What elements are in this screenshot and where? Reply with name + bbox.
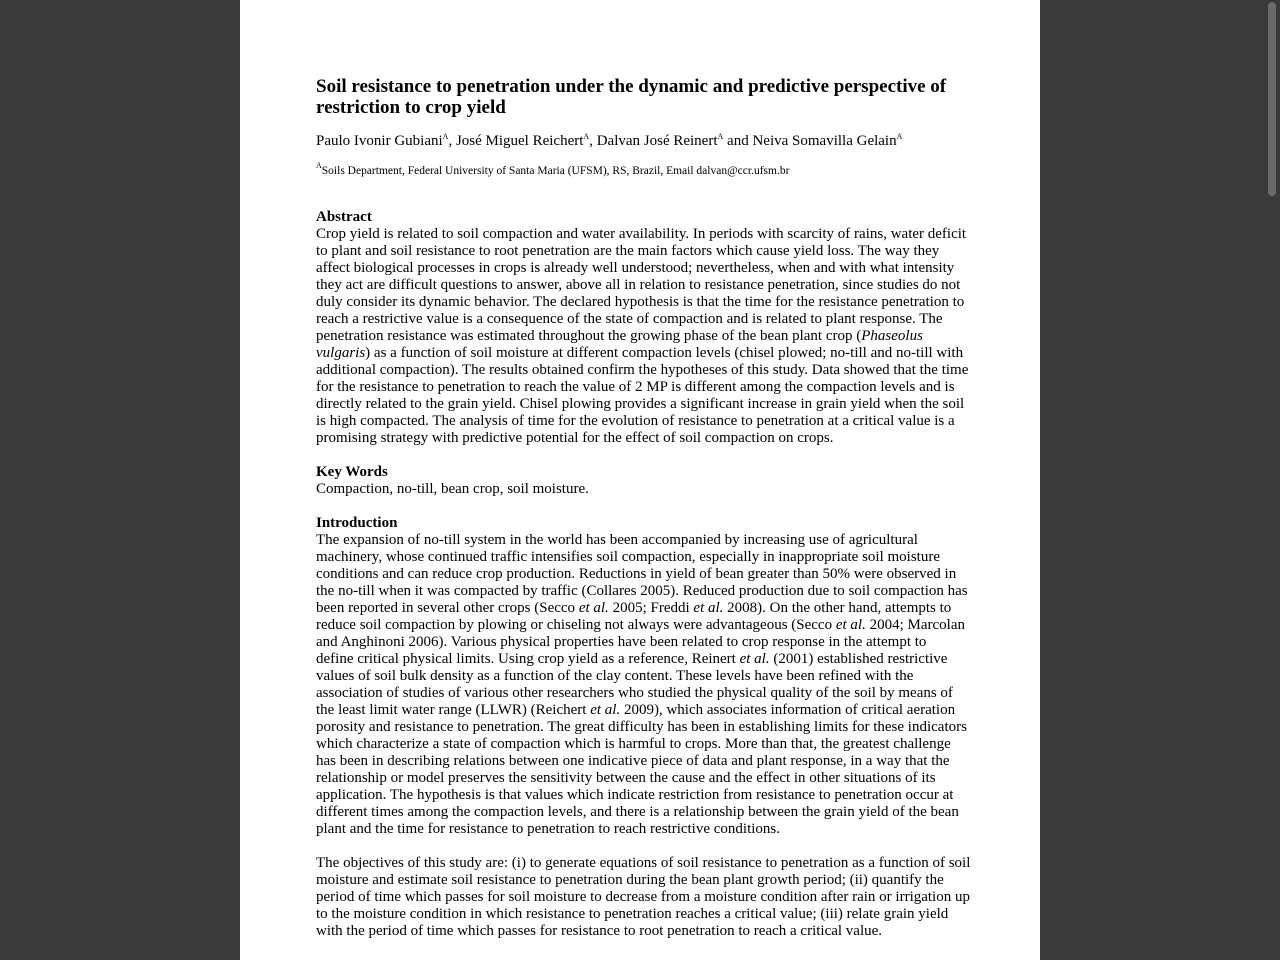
text-line: values of soil bulk density as a function of the clay content. These levels have been refined with the bbox=[316, 668, 914, 684]
text-line: they act are difficult questions to answer, above all in relation to resistance penetration, since studies do not bbox=[316, 277, 961, 293]
introduction-section bbox=[316, 515, 971, 940]
text-line: affect biological processes in crops is already well understood; nevertheless, when and with what intensity bbox=[316, 260, 955, 276]
keywords-text bbox=[316, 481, 962, 498]
text-line: moisture and estimate soil resistance to penetration during the bean plant growth period; (ii) quantify the bbox=[316, 872, 944, 888]
text-line: is high compacted. The analysis of time for the evolution of resistance to penetration at a critical value is a bbox=[316, 413, 955, 429]
text-line: been reported in several other crops (Secco et al. 2005; Freddi et al. 2008). On the other hand, attempts to bbox=[316, 600, 952, 616]
author-affil-mark: A bbox=[896, 132, 903, 141]
text-line: with the period of time which passes for resistance to root penetration to reach a critical value. bbox=[316, 923, 883, 939]
text-line: reduce soil compaction by plowing or chiseling not always were advantageous (Secco et al. 2004; Marcolan bbox=[316, 617, 965, 633]
text-line: different times among the compaction levels, and there is a relationship between the grain yield of the bean bbox=[316, 804, 959, 820]
text-line: vulgaris) as a function of soil moisture at different compaction levels (chisel plowed; no-till and no-till with bbox=[316, 345, 964, 361]
title-line: restriction to crop yield bbox=[316, 97, 506, 118]
title-line: Soil resistance to penetration under the dynamic and predictive perspective of bbox=[316, 76, 947, 97]
text-line: reach a restrictive value is a consequence of the state of compaction and is related to plant response. The bbox=[316, 311, 943, 327]
text-line: the no-till when it was compacted by traffic (Collares 2005). Reduced production due to soil compaction has bbox=[316, 583, 968, 599]
affiliation-text: Soils Department, Federal University of Santa Maria (UFSM), RS, Brazil, Email dalvan@ccr.ufsm.br bbox=[321, 165, 790, 177]
text-line: additional compaction). The results obtained confirm the hypotheses of this study. Data showed that the time bbox=[316, 362, 969, 378]
text-line: The objectives of this study are: (i) to generate equations of soil resistance to penetration as a function of soil bbox=[316, 855, 971, 871]
text-line: conditions and can reduce crop production. Reductions in yield of bean greater than 50% were observed in bbox=[316, 566, 957, 582]
text-line: period of time which passes for soil moisture to decrease from a moisture condition after rain or irrigation up bbox=[316, 889, 970, 905]
objectives-paragraph bbox=[316, 855, 971, 940]
text-line: has been in describing relations between one indicative piece of data and plant response, in a way that the bbox=[316, 753, 950, 769]
text-line: for the resistance to penetration to reach the value of 2 MP is different among the compaction levels and is bbox=[316, 379, 955, 395]
author-separator: and bbox=[723, 133, 753, 149]
author-separator: , bbox=[589, 133, 597, 149]
affiliation-mark: A bbox=[316, 161, 322, 170]
author-name: Dalvan José Reinert bbox=[596, 133, 718, 149]
scrollbar-thumb[interactable] bbox=[1268, 2, 1276, 196]
author-name: Paulo Ivonir Gubiani bbox=[316, 133, 443, 149]
introduction-heading: Introduction bbox=[316, 515, 398, 531]
keywords-heading: Key Words bbox=[316, 464, 388, 480]
text-line: the least limit water range (LLWR) (Reichert et al. 2009), which associates information of critical aeration bbox=[316, 702, 956, 718]
document-page bbox=[240, 0, 1040, 960]
text-line: machinery, whose continued traffic intensifies soil compaction, especially in inappropriate soil moisture bbox=[316, 549, 940, 565]
text-line: application. The hypothesis is that values which indicate restriction from resistance to penetration occur at bbox=[316, 787, 954, 803]
affiliation bbox=[316, 161, 962, 178]
text-line: promising strategy with predictive potential for the effect of soil compaction on crops. bbox=[316, 430, 834, 446]
text-line: Crop yield is related to soil compaction and water availability. In periods with scarcity of rains, water deficit bbox=[316, 226, 967, 242]
author-affil-mark: A bbox=[717, 132, 724, 141]
paper-title bbox=[316, 76, 956, 118]
text-line: plant and the time for resistance to penetration to reach restrictive conditions. bbox=[316, 821, 781, 837]
author-affil-mark: A bbox=[442, 132, 449, 141]
text-line: association of studies of various other researchers who studied the physical quality of the soil by means of bbox=[316, 685, 953, 701]
text-line: define critical physical limits. Using crop yield as a reference, Reinert et al. (2001) established restrictive bbox=[316, 651, 948, 667]
text-line: to plant and soil resistance to root penetration are the main factors which cause yield loss. The way they bbox=[316, 243, 940, 259]
text-line: relationship or model preserves the sensitivity between the cause and the effect in other situations of its bbox=[316, 770, 936, 786]
text-line: Compaction, no-till, bean crop, soil moisture. bbox=[316, 481, 589, 497]
text-line: duly consider its dynamic behavior. The declared hypothesis is that the time for the resistance penetration to bbox=[316, 294, 965, 310]
text-line: which characterize a state of compaction which is harmful to crops. More than that, the greatest challenge bbox=[316, 736, 951, 752]
text-line: The expansion of no-till system in the world has been accompanied by increasing use of agricultural bbox=[316, 532, 918, 548]
text-line: porosity and resistance to penetration. The great difficulty has been in establishing limits for these indicators bbox=[316, 719, 967, 735]
abstract-section bbox=[316, 209, 969, 447]
text-line: to the moisture condition in which resistance to penetration reaches a critical value; (iii) relate grain yield bbox=[316, 906, 949, 922]
text-line: directly related to the grain yield. Chisel plowing provides a significant increase in grain yield when the soil bbox=[316, 396, 965, 412]
abstract-heading: Abstract bbox=[316, 209, 372, 225]
text-line: and Anghinoni 2006). Various physical properties have been related to crop response in the attempt to bbox=[316, 634, 927, 650]
keywords-section bbox=[316, 464, 962, 498]
author-separator: , bbox=[448, 133, 456, 149]
author-list bbox=[316, 132, 962, 150]
text-line: penetration resistance was estimated throughout the growing phase of the bean plant crop (Phaseolus bbox=[316, 328, 923, 344]
introduction-paragraph bbox=[316, 532, 968, 838]
author-name: José Miguel Reichert bbox=[455, 133, 584, 149]
abstract-text bbox=[316, 226, 969, 447]
author-affil-mark: A bbox=[583, 132, 590, 141]
author-name: Neiva Somavilla Gelain bbox=[752, 133, 897, 149]
